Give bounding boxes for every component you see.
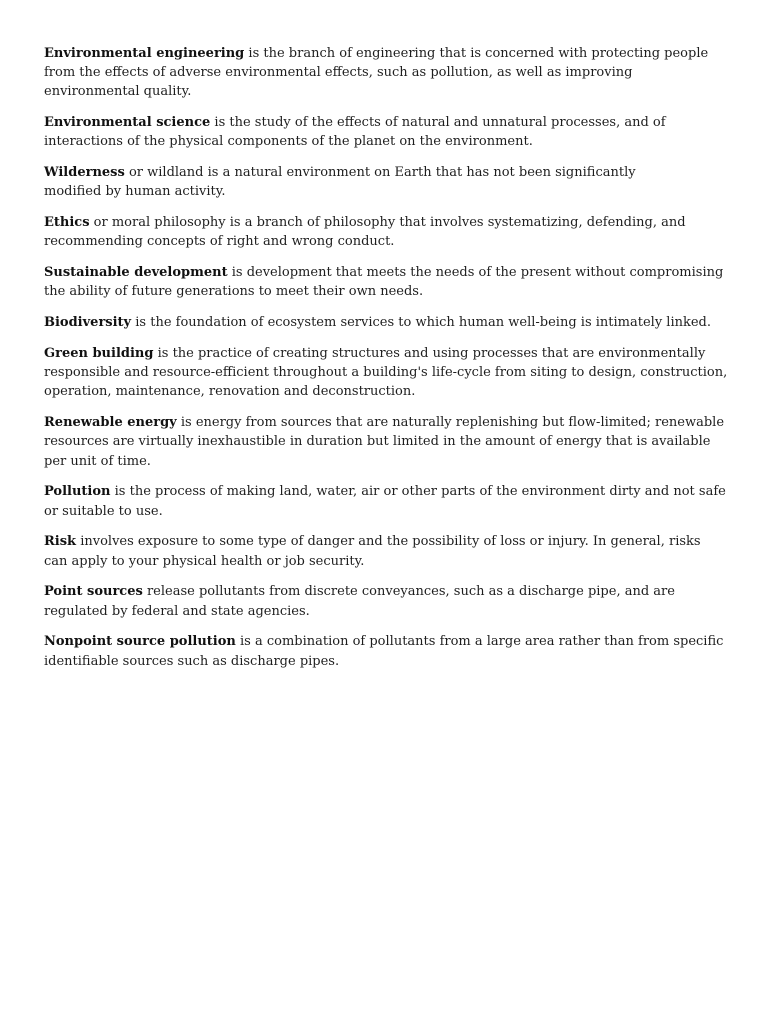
glossary-definition: is the process of making land, water, air or other parts of the environment dirty and not safe or suitable to use. [44,484,726,519]
glossary-definition: release pollutants from discrete conveyances, such as a discharge pipe, and are regulated by federal and state agencies. [44,584,675,619]
glossary-entry-nonpoint-source-pollution [44,632,728,670]
glossary-term: Environmental engineering [44,46,245,61]
glossary-term: Point sources [44,584,143,600]
glossary-entry-renewable-energy [44,413,728,471]
glossary-definition: is a combination of pollutants from a large area rather than from specific identifiable sources such as discharge pipes. [44,634,724,669]
glossary-definition: is the branch of engineering that is concerned with protecting people from the effects of adverse environmental effects, such as pollution, as well as improving environmental quality. [44,46,709,100]
glossary-entry-ethics [44,213,728,251]
glossary-entry-green-building [44,344,728,402]
glossary-term: Environmental science [44,115,211,131]
glossary-term: Biodiversity [44,315,132,331]
glossary-definition: is the study of the effects of natural and unnatural processes, and of interactions of the physical components of the planet on the environment. [44,115,666,150]
glossary-term: Nonpoint source pollution [44,634,236,650]
glossary-definition: is development that meets the needs of the present without compromising the ability of future generations to meet their own needs. [44,265,724,300]
glossary-term: Pollution [44,484,111,500]
glossary-term: Ethics [44,215,90,231]
glossary-entry-point-sources [44,582,728,620]
glossary-entry-risk [44,532,728,570]
glossary-definition: involves exposure to some type of danger and the possibility of loss or injury. In general, risks can apply to your physical health or job security. [44,534,701,569]
glossary-page [44,44,728,682]
glossary-entry-biodiversity [44,313,728,332]
glossary-term: Green building [44,346,154,361]
glossary-definition: is the practice of creating structures and using processes that are environmentally responsible and resource-efficient throughout a building's life-cycle from siting to design, construction, operation, maintenance, renovation and deconstruction. [44,346,728,400]
glossary-entry-environmental-science [44,113,728,151]
glossary-definition: or moral philosophy is a branch of philosophy that involves systematizing, defending, and recommending concepts of right and wrong conduct. [44,215,686,250]
glossary-entry-environmental-engineering [44,44,728,102]
glossary-term: Risk [44,534,77,550]
glossary-term: Renewable energy [44,415,177,431]
glossary-definition: is energy from sources that are naturally replenishing but flow-limited; renewable resources are virtually inexhaustible in duration but limited in the amount of energy that is available per unit of time. [44,415,725,469]
glossary-term: Wilderness [44,165,125,181]
glossary-entry-pollution [44,482,728,520]
glossary-definition: or wildland is a natural environment on Earth that has not been significantly modified by human activity. [44,165,636,200]
glossary-definition: is the foundation of ecosystem services to which human well-being is intimately linked. [131,315,712,331]
glossary-entry-wilderness [44,163,728,201]
glossary-entry-sustainable-development [44,263,728,301]
glossary-term: Sustainable development [44,265,228,281]
